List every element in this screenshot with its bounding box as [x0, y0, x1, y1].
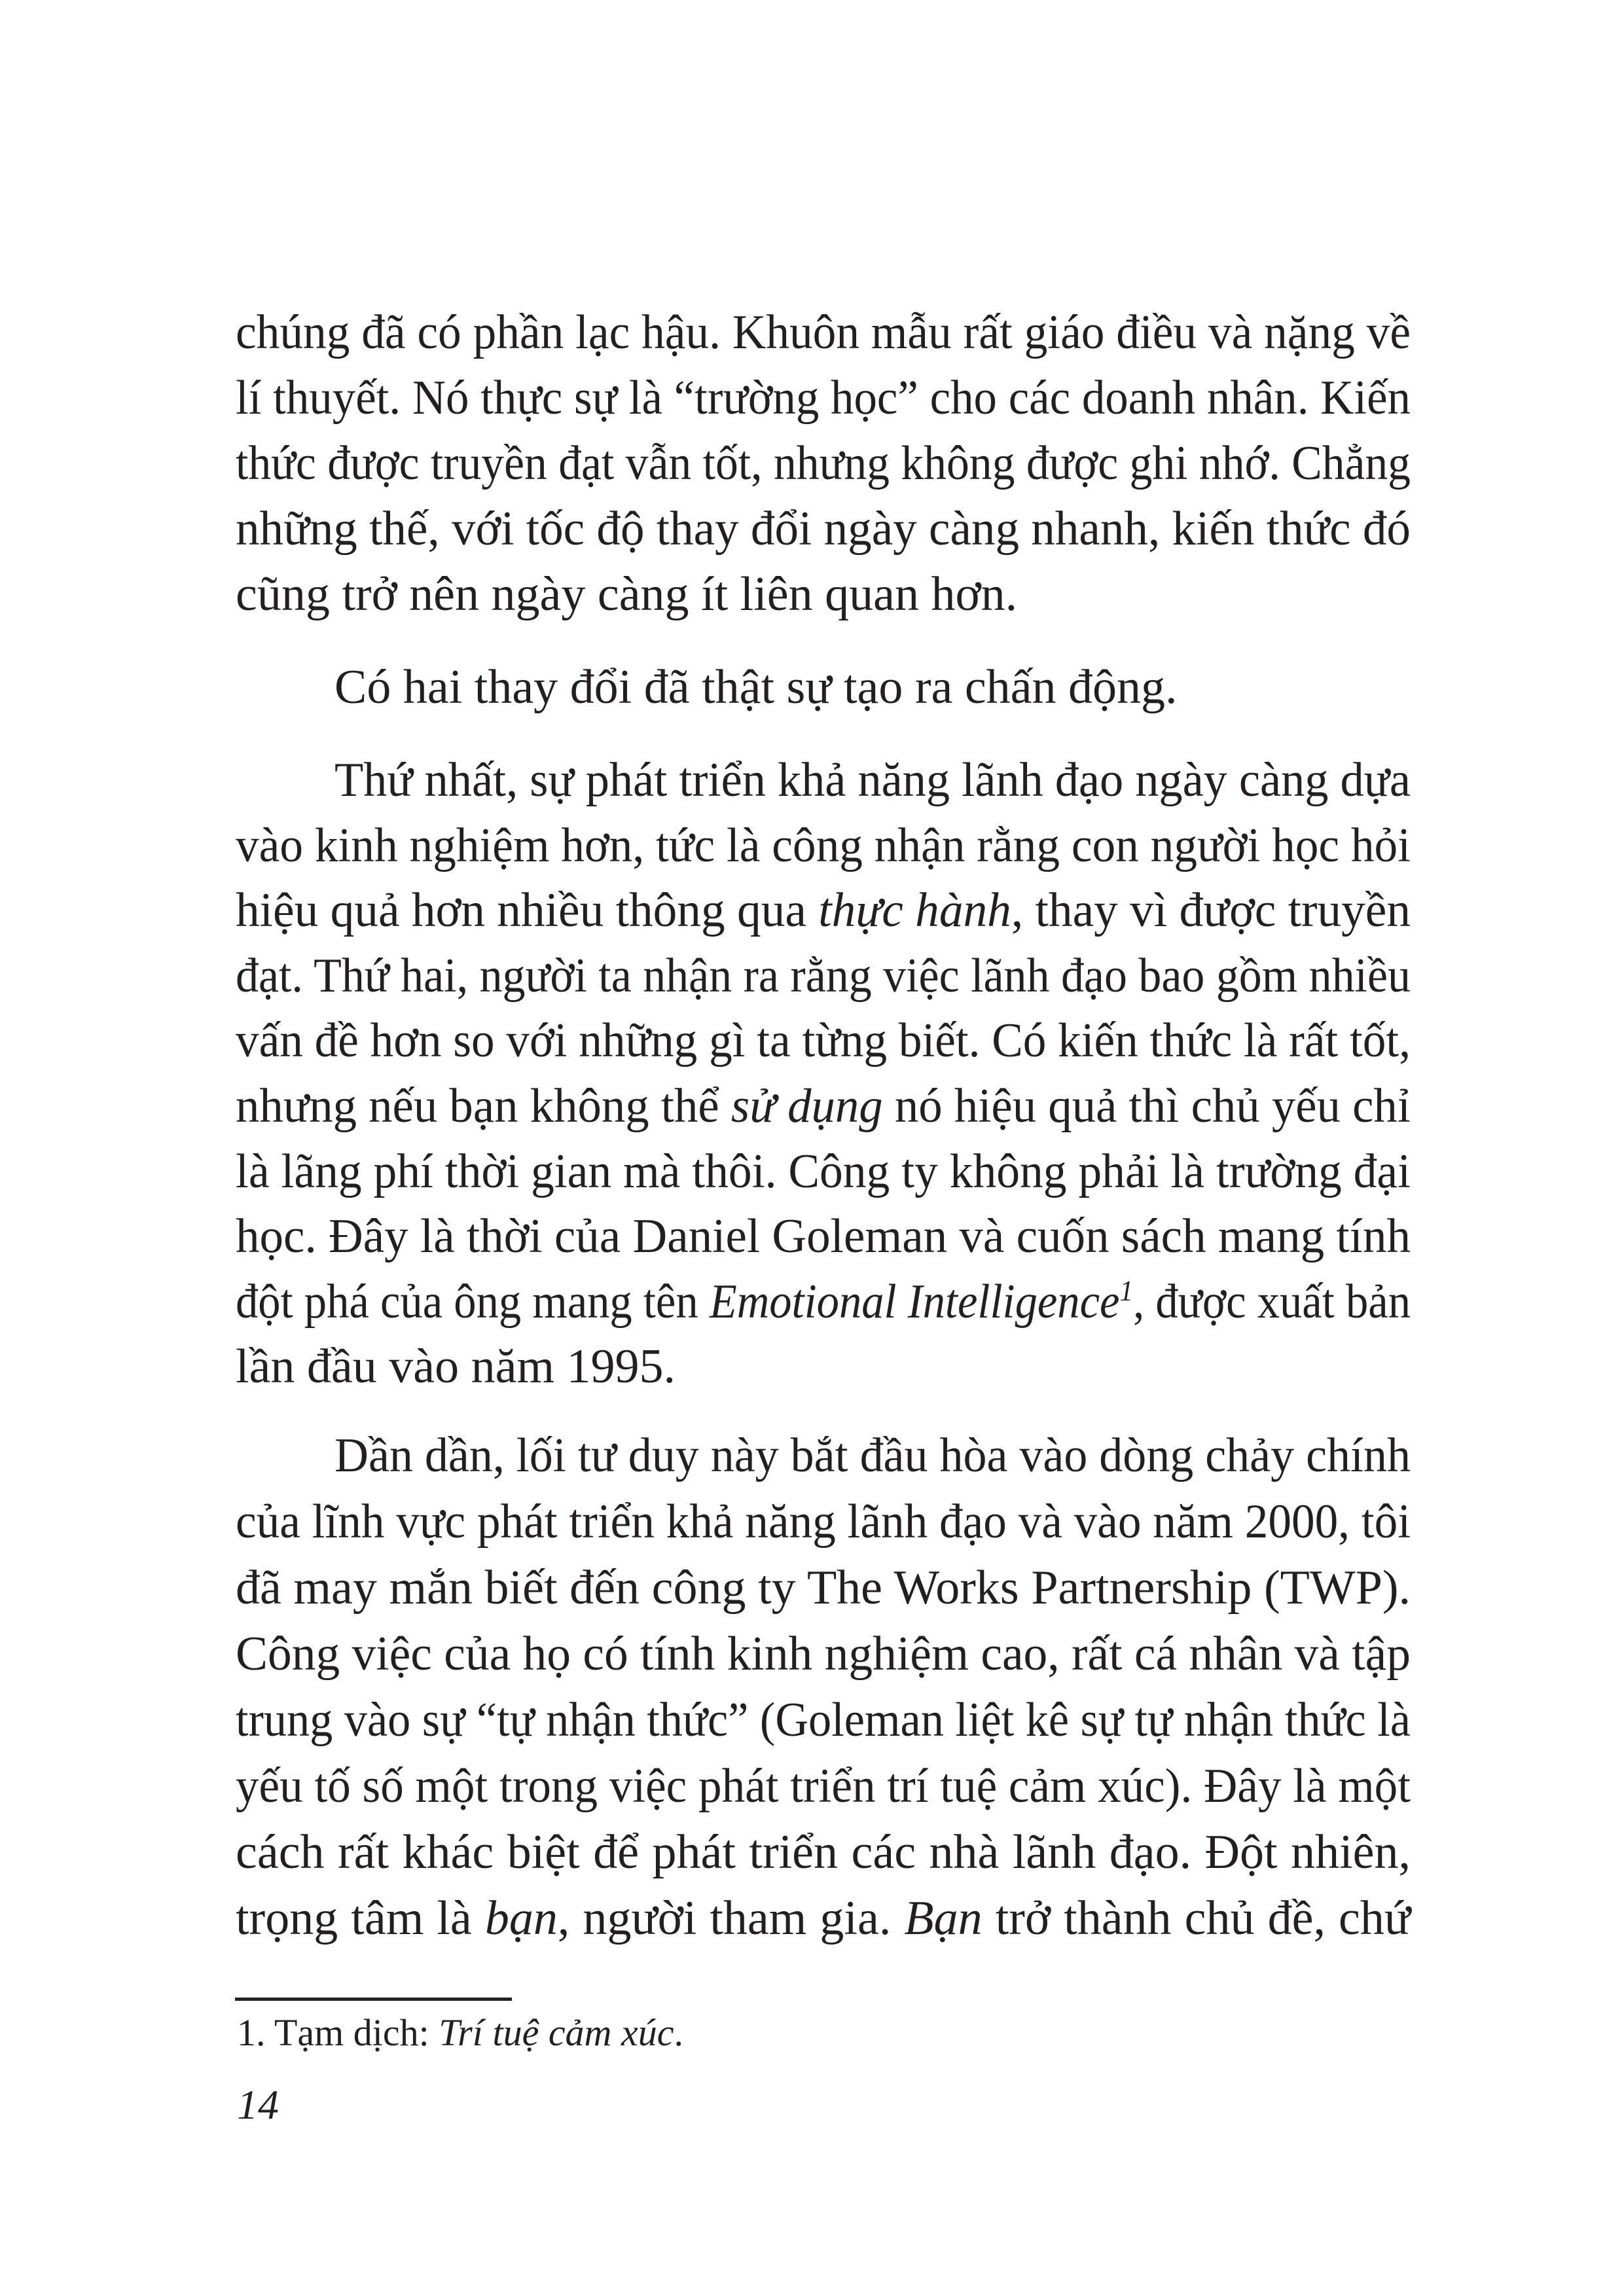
text-segment: học. Đây là thời của Daniel Goleman và cuốn sách mang tính [236, 1210, 1411, 1264]
text-segment: , thay vì được truyền [1011, 884, 1411, 938]
text-segment: trung vào sự “tự nhận thức” (Goleman liệt kê sự tự nhận thức là [236, 1693, 1411, 1747]
footnote-divider [235, 1998, 512, 2001]
text-segment: những thế, với tốc độ thay đổi ngày càng nhanh, kiến thức đó [236, 502, 1411, 556]
text-segment: thức được truyền đạt vẫn tốt, nhưng không được ghi nhớ. Chẳng [236, 437, 1411, 490]
text-segment: lần đầu vào năm 1995. [236, 1340, 676, 1394]
text-segment: nhưng nếu bạn không thể [236, 1079, 731, 1133]
text-line [236, 1073, 1411, 1139]
text-segment: Thứ nhất, sự phát triển khả năng lãnh đạo ngày càng dựa [334, 753, 1411, 807]
text-segment: Dần dần, lối tư duy này bắt đầu hòa vào dòng chảy chính [334, 1429, 1411, 1482]
text-line [236, 1204, 1411, 1269]
footnote [237, 2010, 683, 2056]
text-segment: vào kinh nghiệm hơn, tức là công nhận rằng con người học hỏi [236, 818, 1411, 872]
text-segment: Có hai thay đổi đã thật sự tạo ra chấn động. [334, 660, 1178, 714]
text-segment: của lĩnh vực phát triển khả năng lãnh đạo và vào năm 2000, tôi [236, 1495, 1411, 1549]
text-line [236, 496, 1411, 562]
text-line [236, 1753, 1411, 1819]
footnote-label: 1. Tạm dịch: [237, 2011, 439, 2054]
footnote-text: Trí tuệ cảm xúc [439, 2011, 674, 2054]
text-segment: trọng tâm là [236, 1892, 485, 1945]
text-segment: hiệu quả hơn nhiều thông qua [236, 884, 819, 938]
text-line [236, 1621, 1411, 1687]
italic-text: thực hành [818, 884, 1011, 938]
text-segment: yếu tố số một trong việc phát triển trí tuệ cảm xúc). Đây là một [236, 1759, 1411, 1813]
text-segment: trở thành chủ đề, chứ [982, 1892, 1411, 1945]
italic-text: bạn [484, 1892, 558, 1945]
footnote-ref: 1 [1119, 1274, 1134, 1307]
text-line [236, 365, 1411, 431]
page-number: 14 [237, 2081, 279, 2128]
text-line [236, 1334, 1411, 1399]
text-segment: đột phá của ông mang tên [236, 1274, 710, 1329]
text-line [236, 1008, 1411, 1073]
italic-text: sử dụng [731, 1079, 883, 1133]
text-segment: chúng đã có phần lạc hậu. Khuôn mẫu rất giáo điều và nặng về [236, 306, 1411, 359]
text-segment: đạt. Thứ hai, người ta nhận ra rằng việc lãnh đạo bao gồm nhiều [236, 948, 1411, 1003]
text-line [236, 878, 1411, 943]
text-line [236, 1489, 1411, 1554]
text-line [334, 1423, 1411, 1488]
text-line [236, 431, 1411, 496]
text-segment: , người tham gia. [557, 1892, 905, 1945]
italic-text: Bạn [904, 1892, 983, 1945]
text-line [334, 655, 1411, 720]
text-line [236, 300, 1411, 365]
text-segment: vấn đề hơn so với những gì ta từng biết. Có kiến thức là rất tốt, [236, 1014, 1411, 1068]
text-segment: nó hiệu quả thì chủ yếu chỉ [882, 1079, 1411, 1133]
text-line [236, 813, 1411, 878]
text-segment: là lãng phí thời gian mà thôi. Công ty không phải là trường đại [236, 1144, 1411, 1198]
text-segment: cách rất khác biệt để phát triển các nhà lãnh đạo. Đột nhiên, [236, 1825, 1411, 1879]
text-line [236, 1269, 1411, 1335]
text-line [236, 1886, 1411, 1951]
footnote-end: . [674, 2011, 683, 2054]
text-line [334, 747, 1411, 813]
italic-text: Emotional Intelligence [709, 1274, 1120, 1329]
text-line [236, 1555, 1411, 1621]
text-segment: đã may mắn biết đến công ty The Works Partnership (TWP). [236, 1561, 1411, 1615]
text-segment: lí thuyết. Nó thực sự là “trường học” cho các doanh nhân. Kiến [236, 371, 1411, 425]
text-line [236, 1687, 1411, 1753]
text-line [236, 562, 1411, 627]
text-segment: cũng trở nên ngày càng ít liên quan hơn. [236, 567, 1018, 621]
text-line [236, 1139, 1411, 1204]
text-segment: , được xuất bản [1133, 1274, 1411, 1329]
text-line [236, 943, 1411, 1009]
text-line [236, 1820, 1411, 1885]
text-segment: Công việc của họ có tính kinh nghiệm cao, rất cá nhân và tập [236, 1627, 1411, 1681]
